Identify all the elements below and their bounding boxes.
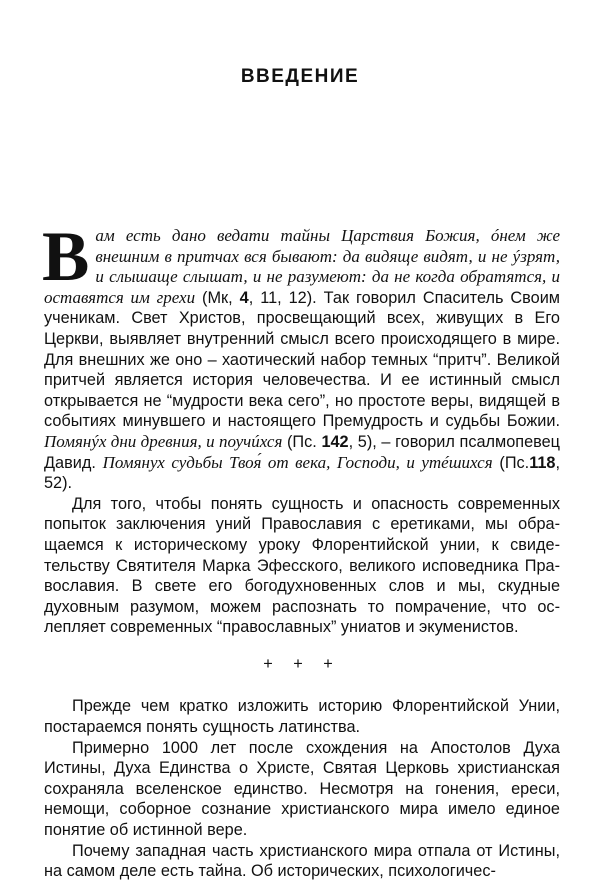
scripture-quote-2: Помянýх дни древния, и поучúхся bbox=[44, 431, 283, 451]
reference-3-prefix: (Пс. bbox=[492, 453, 530, 472]
reference-1-chapter: 4 bbox=[239, 288, 249, 307]
scripture-quote-1: ам есть дано ведати тайны Царствия Божия, óнем же внешним в притчах вся бывают: да видяще видят, и не ýзрят, и слышаще слышат, и не разумеют: да не когда обратятся, и оставятся им грехи bbox=[44, 226, 560, 307]
drop-cap: В bbox=[42, 218, 90, 296]
reference-2-prefix: (Пс. bbox=[282, 432, 322, 451]
scripture-quote-3: Помянух судьбы Твоя́ от века, Господи, и утéшихся bbox=[102, 452, 493, 472]
paragraph-1-text: Так говорил Спаситель Своим ученикам. Свет Христов, просвещающий всех, живущих в Его Церкви, выявляет внутренний смысл всего происходящего в мире. Для внешних же оно – хаотический набор темных “притч”. Великой притчей является история человечества. И ее истинный смысл открывается не “мудрости века сего”, но простоте веры, видящей в событиях минувшего и настоящего Премудрость и судьбы Божии. bbox=[44, 288, 560, 431]
section-separator: + + + bbox=[263, 654, 341, 673]
body-text bbox=[42, 218, 560, 882]
paragraph-5: Почему западная часть христианского мира отпала от Истины, на самом деле есть тайна. Об исторических, психологичес- bbox=[44, 841, 560, 881]
paragraph-1 bbox=[42, 218, 560, 494]
reference-3-suffix: , 52). bbox=[44, 453, 560, 493]
page-title: ВВЕДЕНИЕ bbox=[240, 66, 360, 87]
paragraph-2: Для того, чтобы понять сущность и опасность современных попыток заключения уний Православия с еретиками, мы обращаемся к историческому уроку Флорентийской унии, к свидетельству Святителя Марка Эфесского, великого исповедника Православия. В свете его богодухновенных слов и мы, скудные духовным разумом, можем распознать то помрачение, что ослепляет современных “православных” униатов и экуменистов. bbox=[44, 494, 560, 637]
reference-1-prefix: (Мк, bbox=[195, 288, 240, 307]
reference-2-chapter: 142 bbox=[321, 432, 349, 451]
paragraph-3: Прежде чем кратко изложить историю Флорентийской Унии, постараемся понять сущность латинства. bbox=[44, 697, 560, 737]
reference-1-suffix: , 11, 12). bbox=[248, 288, 324, 307]
reference-3-chapter: 118 bbox=[529, 453, 556, 472]
paragraph-4: Примерно 1000 лет после схождения на Апостолов Духа Истины, Духа Единства о Христе, Святая Церковь христианская сохраняла вселенское единство. Несмотря на гонения, ереси, немощи, соборное сознание христианского мира имело единое понятие об истинной вере. bbox=[44, 738, 560, 840]
reference-2-suffix: , 5), – говорил псалмопевец Давид. bbox=[44, 432, 560, 472]
